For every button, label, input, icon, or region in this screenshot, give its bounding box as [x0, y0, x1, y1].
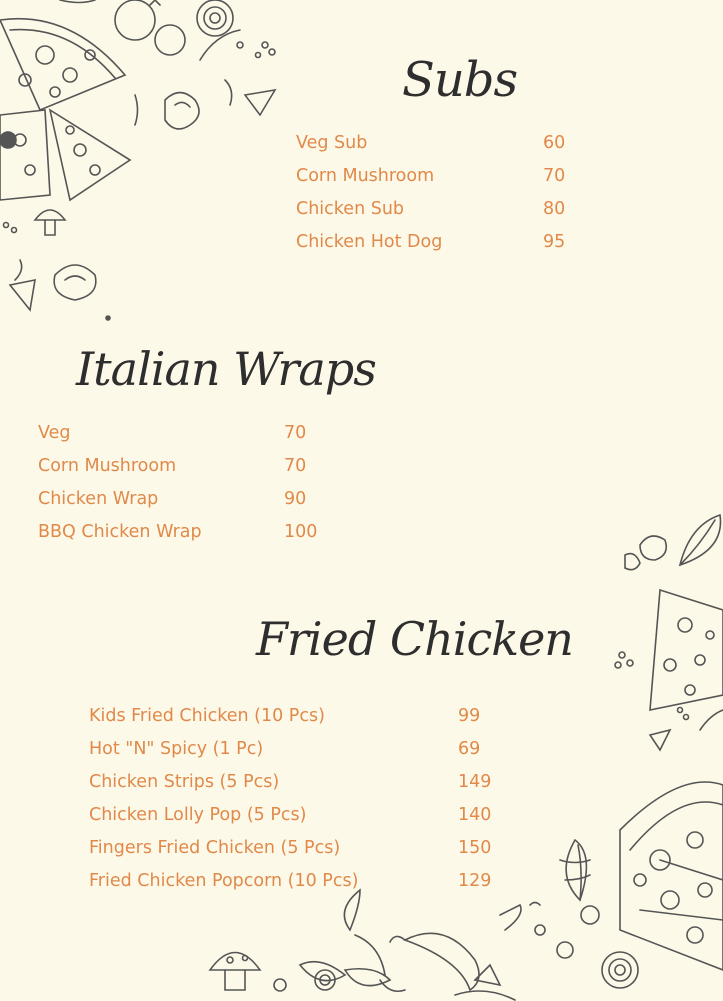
pizza-icon: [620, 782, 723, 970]
menu-item-row: [38, 482, 317, 515]
pepper-icon: [54, 265, 96, 300]
item-price: 100: [284, 521, 318, 542]
item-name: Corn Mushroom: [296, 165, 435, 186]
item-name: Fried Chicken Popcorn (10 Pcs): [89, 870, 359, 891]
mushroom-icon: [210, 953, 260, 991]
item-price: 129: [458, 870, 492, 891]
item-price: 140: [458, 804, 492, 825]
item-name: Veg Sub: [296, 132, 368, 153]
pizza-icon: [0, 110, 50, 200]
item-price: 80: [543, 198, 566, 219]
right-food-doodles: [610, 495, 723, 765]
menu-item-row: [38, 515, 317, 548]
pizza-icon: [650, 590, 723, 710]
item-price: 70: [284, 455, 307, 476]
item-name: Chicken Sub: [296, 198, 405, 219]
fried-chicken-menu: [89, 699, 491, 897]
menu-item-row: [89, 798, 491, 831]
menu-item-row: [296, 192, 565, 225]
menu-item-row: [89, 699, 491, 732]
leaf-icon: [680, 515, 721, 565]
menu-item-row: [89, 732, 491, 765]
menu-item-row: [89, 765, 491, 798]
menu-item-row: [89, 831, 491, 864]
item-name: Veg: [38, 422, 71, 443]
item-price: 90: [284, 488, 307, 509]
fried-chicken-title: Fried Chicken: [256, 612, 573, 666]
subs-title: Subs: [402, 52, 518, 108]
item-price: 99: [458, 705, 481, 726]
menu-item-row: [296, 225, 565, 258]
item-price: 149: [458, 771, 492, 792]
chili-icon: [390, 933, 479, 990]
mushroom-icon: [35, 210, 65, 235]
italian-wraps-title: Italian Wraps: [76, 342, 376, 396]
item-price: 150: [458, 837, 492, 858]
item-price: 60: [543, 132, 566, 153]
subs-menu: [296, 126, 565, 258]
pepper-icon: [165, 93, 199, 130]
menu-item-row: [296, 126, 565, 159]
top-left-food-doodles: [0, 0, 290, 325]
italian-wraps-menu: [38, 416, 317, 548]
olive-icon: [625, 536, 666, 570]
item-name: Chicken Wrap: [38, 488, 159, 509]
item-name: Hot "N" Spicy (1 Pc): [89, 738, 264, 759]
item-price: 69: [458, 738, 481, 759]
item-name: BBQ Chicken Wrap: [38, 521, 202, 542]
menu-item-row: [38, 416, 317, 449]
item-price: 70: [284, 422, 307, 443]
item-name: Corn Mushroom: [38, 455, 177, 476]
tomato-icon: [115, 0, 185, 55]
menu-item-row: [38, 449, 317, 482]
item-name: Chicken Lolly Pop (5 Pcs): [89, 804, 307, 825]
leaf-icon: [560, 840, 590, 900]
leaf-icon: [300, 890, 390, 986]
olive-icon: [197, 0, 233, 36]
menu-item-row: [296, 159, 565, 192]
item-name: Kids Fried Chicken (10 Pcs): [89, 705, 325, 726]
item-price: 70: [543, 165, 566, 186]
pizza-icon: [50, 110, 130, 200]
item-name: Fingers Fried Chicken (5 Pcs): [89, 837, 341, 858]
item-name: Chicken Strips (5 Pcs): [89, 771, 280, 792]
pizza-icon: [0, 19, 125, 110]
menu-item-row: [89, 864, 491, 897]
olive-icon: [602, 952, 638, 988]
item-name: Chicken Hot Dog: [296, 231, 443, 252]
item-price: 95: [543, 231, 566, 252]
